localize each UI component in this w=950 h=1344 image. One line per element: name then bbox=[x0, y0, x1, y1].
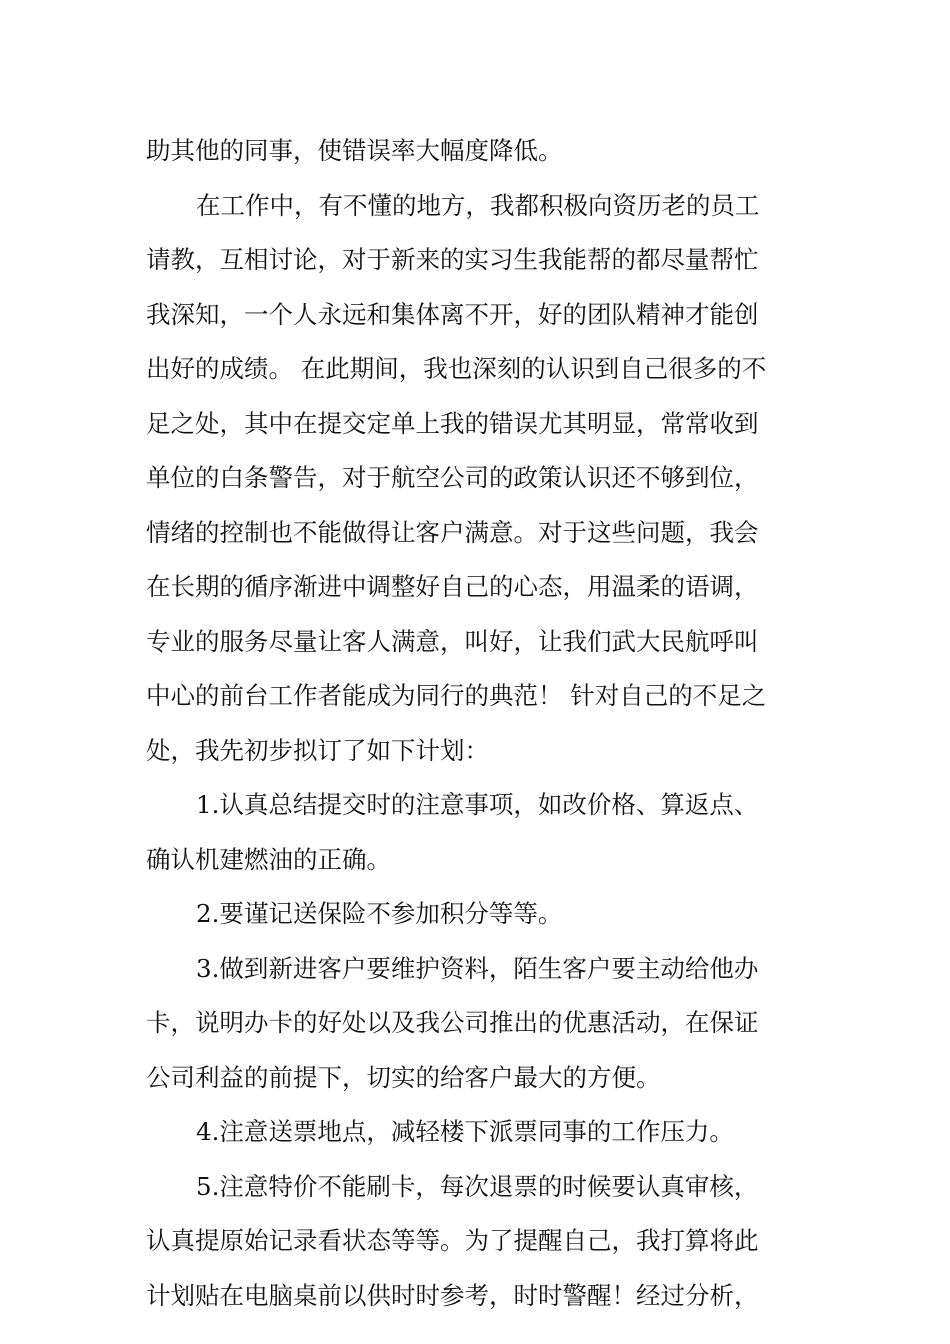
text-line: 我深知，一个人永远和集体离不开，好的团队精神才能创 bbox=[146, 299, 759, 329]
text-line: 公司利益的前提下，切实的给客户最大的方便。 bbox=[146, 1062, 661, 1092]
list-item-4: 4.注意送票地点，减轻楼下派票同事的工作压力。 bbox=[196, 1117, 734, 1146]
body-text bbox=[146, 124, 816, 1323]
list-item-3: 3.做到新进客户要维护资料，陌生客户要主动给他办 bbox=[196, 953, 759, 983]
text-line: 卡，说明办卡的好处以及我公司推出的优惠活动，在保证 bbox=[146, 1008, 759, 1037]
text-line: 助其他的同事，使错误率大幅度降低。 bbox=[146, 136, 563, 165]
text-line: 足之处，其中在提交定单上我的错误尤其明显，常常收到 bbox=[146, 408, 759, 438]
list-item-2: 2.要谨记送保险不参加积分等等。 bbox=[196, 899, 563, 928]
text-line: 计划贴在电脑桌前以供时时参考，时时警醒！经过分析， bbox=[146, 1280, 759, 1310]
text-line: 确认机建燃油的正确。 bbox=[146, 844, 391, 874]
text-line: 请教，互相讨论，对于新来的实习生我能帮的都尽量帮忙 bbox=[146, 245, 759, 274]
text-line: 处，我先初步拟订了如下计划： bbox=[146, 735, 489, 765]
text-line: 情绪的控制也不能做得让客户满意。对于这些问题，我会 bbox=[146, 517, 759, 547]
text-line: 在长期的循序渐进中调整好自己的心态，用温柔的语调， bbox=[146, 572, 759, 601]
text-line: 在工作中，有不懂的地方，我都积极向资历老的员工 bbox=[196, 190, 760, 220]
list-item-1: 1.认真总结提交时的注意事项，如改价格、算返点、 bbox=[196, 790, 759, 819]
text-line: 出好的成绩。 在此期间，我也深刻的认识到自己很多的不 bbox=[146, 354, 767, 383]
text-line: 专业的服务尽量让客人满意，叫好，让我们武大民航呼叫 bbox=[146, 626, 759, 656]
text-line: 认真提原始记录看状态等等。为了提醒自己，我打算将此 bbox=[146, 1226, 759, 1255]
text-line: 单位的白条警告，对于航空公司的政策认识还不够到位， bbox=[146, 463, 759, 492]
list-item-5: 5.注意特价不能刷卡，每次退票的时候要认真审核， bbox=[196, 1171, 759, 1201]
text-line: 中心的前台工作者能成为同行的典范！ 针对自己的不足之 bbox=[146, 681, 767, 710]
